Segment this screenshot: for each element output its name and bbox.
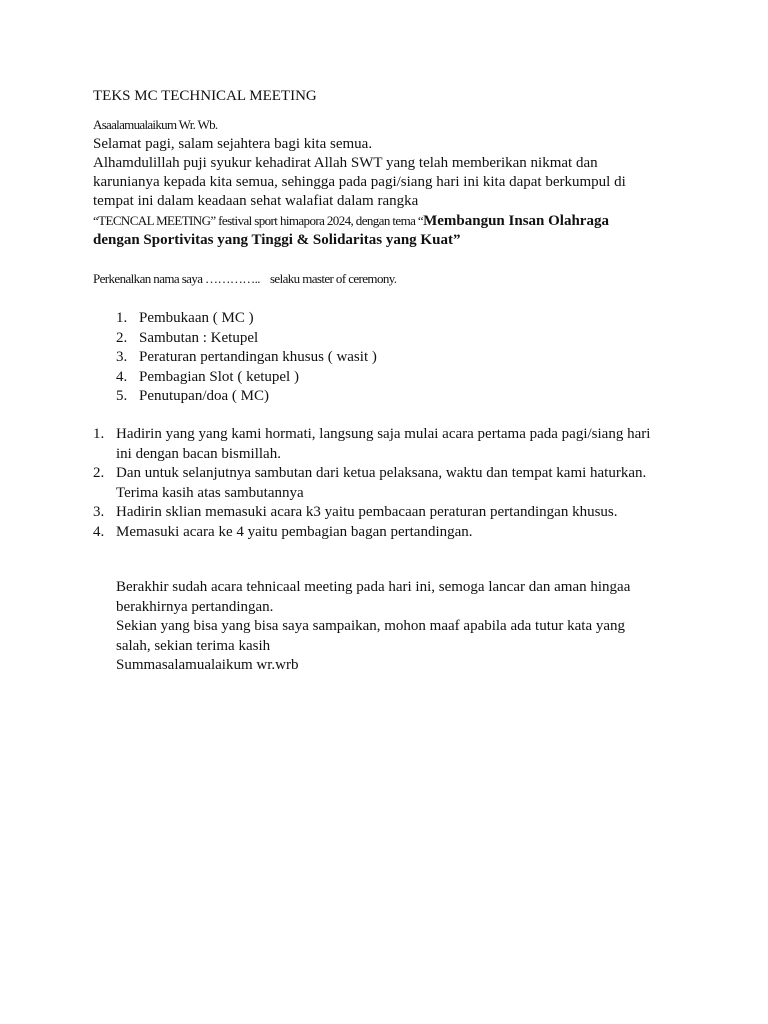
list-number: 4. — [116, 368, 128, 385]
list-item — [93, 523, 683, 543]
event-name: “TECNCAL MEETING” festival sport himapora 2024, dengan tema “ — [93, 213, 424, 228]
list-item — [93, 425, 683, 464]
list-number: 1. — [116, 310, 128, 326]
mc-introduction — [93, 270, 396, 288]
theme-text-continued: dengan Sportivitas yang Tinggi & Solidaritas yang Kuat” — [93, 232, 461, 248]
list-text: Peraturan pertandingan khusus ( wasit ) — [139, 349, 377, 365]
agenda-list — [116, 309, 377, 407]
list-text: Hadirin yang yang kami hormati, langsung saja mulai acara pertama pada pagi/siang hari — [116, 426, 651, 442]
list-text: Penutupan/doa ( MC) — [139, 388, 269, 404]
list-number: 2. — [116, 329, 128, 346]
opening-paragraph — [93, 135, 683, 250]
list-text: Pembukaan ( MC ) — [139, 310, 254, 326]
list-number: 1. — [93, 426, 105, 442]
list-number: 4. — [93, 523, 105, 540]
list-text: ini dengan bacan bismillah. — [116, 445, 281, 462]
list-number: 2. — [93, 465, 105, 481]
list-text: Dan untuk selanjutnya sambutan dari ketua pelaksana, waktu dan tempat kami haturkan. — [116, 465, 647, 481]
theme-text: Membangun Insan Olahraga — [423, 213, 609, 229]
closing-line: berakhirnya pertandingan. — [116, 598, 274, 615]
list-number: 5. — [116, 388, 128, 404]
list-item — [116, 329, 377, 349]
list-text: Sambutan : Ketupel — [139, 329, 259, 346]
list-item — [93, 464, 683, 503]
list-number: 3. — [116, 349, 128, 365]
theme-line — [93, 231, 683, 250]
closing-salam: Summasalamualaikum wr.wrb — [116, 657, 299, 673]
list-item — [116, 348, 377, 368]
list-text: Memasuki acara ke 4 yaitu pembagian bagan pertandingan. — [116, 523, 473, 540]
list-item — [93, 503, 683, 523]
event-line — [93, 211, 683, 231]
greeting: Asaalamualaikum Wr. Wb. — [93, 117, 218, 132]
list-number: 3. — [93, 504, 105, 520]
opening-line: Selamat pagi, salam sejahtera bagi kita semua. — [93, 136, 373, 152]
list-text: Hadirin sklian memasuki acara k3 yaitu pembacaan peraturan pertandingan khusus. — [116, 504, 618, 520]
list-item — [116, 309, 377, 329]
opening-line: karunianya kepada kita semua, sehingga pada pagi/siang hari ini kita dapat berkumpul di — [93, 174, 626, 190]
closing-paragraph — [116, 578, 676, 676]
closing-line: Sekian yang bisa yang bisa saya sampaikan, mohon maaf apabila ada tutur kata yang — [116, 618, 626, 634]
document-title: TEKS MC TECHNICAL MEETING — [93, 88, 317, 104]
intro-prefix: Perkenalkan nama saya ………….. — [93, 271, 260, 286]
opening-line: Alhamdulillah puji syukur kehadirat Allah SWT yang telah memberikan nikmat dan — [93, 155, 598, 171]
list-item — [116, 387, 377, 407]
steps-list — [93, 425, 683, 542]
list-text: Pembagian Slot ( ketupel ) — [139, 368, 299, 385]
list-item — [116, 368, 377, 388]
closing-line: Berakhir sudah acara tehnicaal meeting pada hari ini, semoga lancar dan aman hingaa — [116, 579, 631, 595]
closing-line: salah, sekian terima kasih — [116, 637, 271, 654]
intro-suffix: selaku master of ceremony. — [269, 271, 397, 286]
list-text: Terima kasih atas sambutannya — [116, 484, 304, 501]
opening-line: tempat ini dalam keadaan sehat walafiat dalam rangka — [93, 193, 419, 209]
